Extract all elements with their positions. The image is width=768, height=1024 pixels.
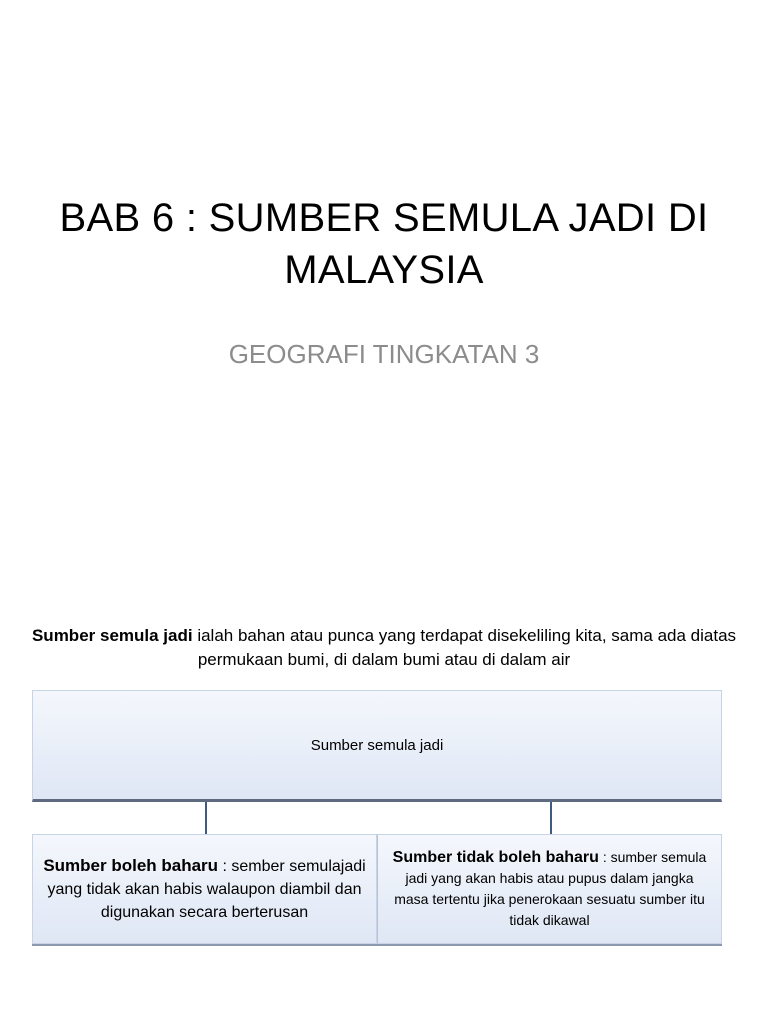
connector-line-left xyxy=(205,802,207,834)
nonrenewable-resource-term: Sumber tidak boleh baharu xyxy=(392,849,599,866)
renewable-resource-term: Sumber boleh baharu xyxy=(43,856,219,875)
diagram-root-box xyxy=(32,690,722,802)
intro-term: Sumber semula jadi xyxy=(31,626,193,645)
renewable-resource-definition: : sember semulajadi yang tidak akan habis walaupon diambil dan digunakan secara berterusan xyxy=(47,858,366,921)
nonrenewable-resource-definition: : sumber semula jadi yang akan habis atau pupus dalam jangka masa tertentu jika penerokaan sesuatu sumber itu tidak dikawal xyxy=(394,849,707,928)
renewable-resource-box xyxy=(32,834,377,944)
diagram-children-row xyxy=(32,834,722,946)
connector-line-right xyxy=(550,802,552,834)
slide-subtitle: GEOGRAFI TINGKATAN 3 xyxy=(228,339,540,369)
nonrenewable-resource-box xyxy=(377,834,722,944)
renewable-resource-content xyxy=(43,854,366,924)
nonrenewable-resource-content xyxy=(388,847,711,931)
intro-text: ialah bahan atau punca yang terdapat disekeliling kita, sama ada diatas permukaan bumi, di dalam bumi atau di dalam air xyxy=(192,626,737,669)
slide-title: BAB 6 : SUMBER SEMULA JADI DI MALAYSIA xyxy=(59,196,709,292)
diagram-root-label: Sumber semula jadi xyxy=(310,736,444,754)
intro-paragraph xyxy=(30,624,738,672)
